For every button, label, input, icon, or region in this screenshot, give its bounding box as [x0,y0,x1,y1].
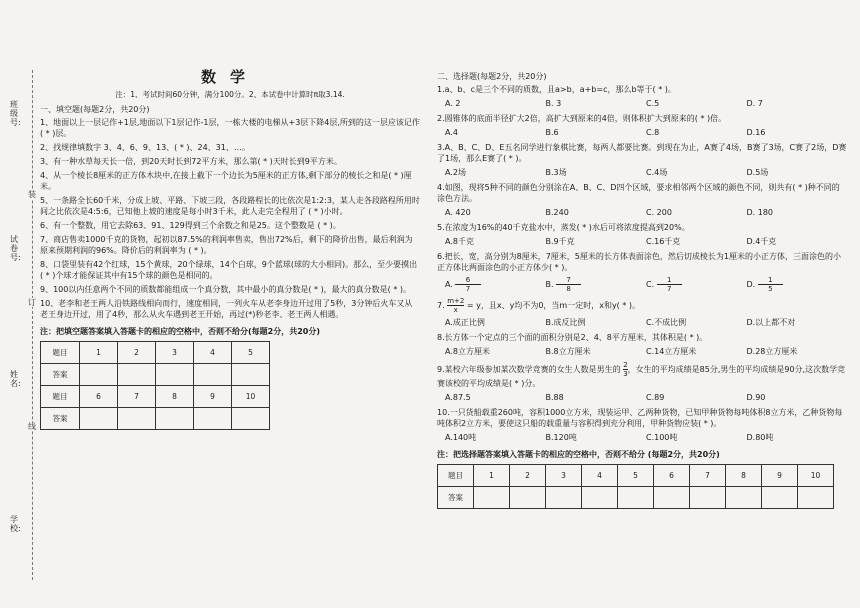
question-number-cell: 1 [80,342,118,364]
answer-cell[interactable] [232,408,270,430]
answer-cell[interactable] [118,364,156,386]
question-number-cell: 2 [510,465,546,487]
question-7: 7、商店售卖1000千克的货物，起初以87.5%的利润率售卖，售出72%后，剩下的降价出售，最后利润为原来预期利润的96%。降价后的利润率为 ( * )。 [40,235,413,255]
option: B.240 [545,208,569,217]
option: A.成正比例 [445,318,485,327]
fraction [657,276,682,293]
option [646,276,747,293]
margin-school-label: 学校: [10,515,21,533]
answer-label-cell: 答案 [41,408,80,430]
choice-question-10: 10.一只货船载重260吨，容积1000立方米，现装运甲、乙两种货物，已知甲种货物每吨体积8立方米，乙种货物每吨体积2立方米，要使这只船的载重量与容积得到充分利用，甲种货物应装( * )。 [437,408,843,428]
section-fill-blank: 一、填空题(每题2分，共20分) [40,105,150,114]
option: D. 7 [746,99,763,108]
answer-cell[interactable] [118,408,156,430]
option: B.120吨 [545,433,577,442]
option: D.80吨 [746,433,774,442]
exam-note: 注：1、考试时间60分钟，满分100分。2、本试卷中计算时π取3.14. [115,90,345,99]
question-number-cell: 10 [232,386,270,408]
answer-cell[interactable] [156,364,194,386]
answer-cell[interactable] [194,364,232,386]
answer-cell[interactable] [80,364,118,386]
choice-options [445,167,847,178]
question-number-cell: 8 [156,386,194,408]
question-text: = y，且x、y均不为0，当m一定时，x和y( * )。 [466,301,641,310]
question-number-cell: 6 [654,465,690,487]
binding-margin [6,70,36,590]
answer-cell[interactable] [798,487,834,509]
question-5: 5、一条路全长60千米，分成上坡、平路、下坡三段，各段路程长的比依次是1:2:3，某人走各段路程所用时间之比依次是4:5:6，已知他上坡的速度是每小时3千米，此人走完全程用了 ( * )小时。 [40,196,420,216]
fraction [447,297,464,314]
answer-cell[interactable] [546,487,582,509]
right-column [437,68,847,509]
header-cell: 题目 [41,342,80,364]
option-letter: B. [545,280,554,289]
choice-question-5: 5.在浓度为16%的40千克盐水中，蒸发( * )水后可将浓度提高到20%。 [437,223,690,232]
question-number-cell: 7 [690,465,726,487]
choice-answer-table [437,464,834,509]
question-10: 10、老李和老王两人沿铁路线相向而行，速度相同，一列火车从老李身边开过用了5秒，3分钟后火车又从老王身边开过，用了4秒，那么从火车遇到老王开始，再过(*)秒老李、老王两人相遇。 [40,299,413,319]
option: B.3场 [545,168,567,177]
choice-options [445,207,847,218]
option: D.28立方厘米 [746,347,798,356]
denominator: 3 [623,370,628,378]
option: A.140吨 [445,433,477,442]
option: C.8 [646,128,660,137]
question-number: 7. [437,301,445,310]
question-number-cell: 3 [156,342,194,364]
choice-options [445,392,847,403]
option: A.2场 [445,168,466,177]
choice-options [445,317,847,328]
numerator: 2 [623,361,628,369]
choice-options [445,236,847,247]
fill-blank-instruction: 注：把填空题答案填入答题卡的相应的空格中，否则不给分(每题2分，共20分) [40,327,321,336]
answer-label-cell: 答案 [438,487,474,509]
choice-question-8: 8.长方体一个定点的三个面的面积分别是2、4、8平方厘米，其体积是( * )。 [437,333,708,342]
option-letter: D. [746,280,756,289]
option: D.5场 [746,168,769,177]
seal-word-xian: 线 [28,422,36,431]
question-2: 2、找规律填数字 3、4、6、9、13、( * )、24、31、…。 [40,143,250,152]
option: B.88 [545,393,564,402]
choice-options [445,432,847,443]
choice-options [445,98,847,109]
section-multiple-choice: 二、选择题(每题2分，共20分) [437,72,547,81]
option: C.不成比例 [646,318,687,327]
option-letter: A. [445,280,453,289]
question-9: 9、100以内任意两个不同的质数都能组成一个真分数，其中最小的真分数是( * )，最大的真分数是( * )。 [40,285,412,294]
question-text: 9.某校六年级参加某次数学竞赛的女生人数是男生的 [437,365,621,374]
question-number-cell: 7 [118,386,156,408]
answer-cell[interactable] [194,408,232,430]
numerator: m+2 [447,297,465,305]
option: D.16 [746,128,766,137]
answer-cell[interactable] [156,408,194,430]
option: C.5 [646,99,660,108]
binding-dashed-line [32,70,33,580]
table-row [438,487,834,509]
table-row [41,342,270,364]
denominator: x [453,306,458,314]
margin-name-label: 姓名: [10,370,21,388]
answer-cell[interactable] [80,408,118,430]
choice-options [445,346,847,357]
choice-instruction: 注：把选择题答案填入答题卡的相应的空格中，否则不给分 (每题2分，共20分) [437,450,720,459]
question-number-cell: 9 [762,465,798,487]
question-number-cell: 5 [232,342,270,364]
option: A. 420 [445,208,471,217]
question-number-cell: 5 [618,465,654,487]
question-number-cell: 4 [194,342,232,364]
option: A.8立方厘米 [445,347,490,356]
answer-cell[interactable] [762,487,798,509]
choice-options [445,276,847,293]
fraction [758,276,783,293]
answer-cell[interactable] [690,487,726,509]
question-number-cell: 6 [80,386,118,408]
fraction [455,276,480,293]
option: B.6 [545,128,559,137]
option [747,276,848,293]
seal-word-zhuang: 装 [28,190,36,199]
option: A.87.5 [445,393,471,402]
margin-class-label: 班级号: [10,100,21,127]
answer-cell[interactable] [510,487,546,509]
fill-blank-answer-table [40,341,270,430]
header-cell: 题目 [41,386,80,408]
question-number-cell: 9 [194,386,232,408]
denominator: 7 [667,285,672,293]
question-number-cell: 10 [798,465,834,487]
option: C.16千克 [646,237,681,246]
answer-cell[interactable] [474,487,510,509]
answer-cell[interactable] [582,487,618,509]
option: B. 3 [545,99,562,108]
answer-cell[interactable] [232,364,270,386]
option: D.90 [746,393,766,402]
header-cell: 题目 [438,465,474,487]
numerator: 6 [455,276,480,285]
option: C.89 [646,393,665,402]
option: C.14立方厘米 [646,347,697,356]
left-column [40,68,420,430]
margin-exam-no-label: 试卷号: [10,235,21,262]
choice-question-1: 1.a、b、c是三个不同的质数，且a>b，a+b=c，那么b等于( * )。 [437,85,676,94]
question-number-cell: 8 [726,465,762,487]
choice-question-3: 3.A、B、C、D、E五名同学进行象棋比赛，每两人都要比赛。到现在为止，A赛了4场，B赛了3场，C赛了2场，D赛了1场，那么E赛了( * )。 [437,143,847,163]
table-row [41,386,270,408]
answer-cell[interactable] [618,487,654,509]
table-row [438,465,834,487]
option: C.4场 [646,168,668,177]
option: B.成反比例 [545,318,586,327]
option: D.4千克 [746,237,777,246]
question-number-cell: 3 [546,465,582,487]
table-row [41,408,270,430]
option: B.9千克 [545,237,575,246]
choice-question-9 [437,361,847,389]
choice-question-4: 4.如图，现将5种不同的颜色分别涂在A、B、C、D四个区域，要求相邻两个区域的颜色不同，则共有( * )种不同的涂色方法。 [437,183,840,203]
option: B.8立方厘米 [545,347,591,356]
choice-question-2: 2.圆锥体的底面半径扩大2倍，高扩大到原来的4倍，则体积扩大到原来的( * )倍。 [437,114,727,123]
question-1: 1、地面以上一层记作+1层,地面以下1层记作-1层，一栋大楼的电梯从+3层下降4层,所到的这一层应该记作( * )层。 [40,118,420,138]
numerator: 1 [657,276,682,285]
denominator: 8 [566,285,571,293]
fraction [556,276,581,293]
question-6: 6、有一个整数，用它去除63、91、129得到三个余数之和是25。这个整数是 ( * )。 [40,221,341,230]
question-3: 3、有一种水草每天长一倍，到20天时长到72平方米，那么第( * )天时长到9平方米。 [40,157,342,166]
option: D. 180 [746,208,774,217]
option: C. 200 [646,208,672,217]
table-row [41,364,270,386]
page-title: 数学 [200,68,259,86]
numerator: 7 [556,276,581,285]
option: A.4 [445,128,458,137]
choice-question-7 [437,297,847,314]
question-text: ，女生的平均成绩是85分,男生的平均成绩是90分,这次数学竞赛该校的平均成绩是( * )分。 [437,365,846,388]
question-number-cell: 1 [474,465,510,487]
answer-label-cell: 答案 [41,364,80,386]
option [546,276,647,293]
option: C.100吨 [646,433,678,442]
seal-word-ding: 订 [28,298,36,307]
numerator: 1 [758,276,783,285]
answer-cell[interactable] [654,487,690,509]
answer-cell[interactable] [726,487,762,509]
question-4: 4、从一个棱长8厘米的正方体木块中,在接上截下一个边长为5厘米的正方体,剩下部分的棱长之和是( * )厘米。 [40,171,412,191]
option: A. 2 [445,99,461,108]
option: D.以上都不对 [746,318,796,327]
option: A.8千克 [445,237,474,246]
option [445,276,546,293]
question-number-cell: 2 [118,342,156,364]
choice-options [445,127,847,138]
choice-question-6: 6.把长，宽，高分别为8厘米，7厘米，5厘米的长方体表面涂色，然后切成棱长为1厘米的小正方体，三面涂色的小正方体比两面涂色的小正方体少( * )。 [437,252,841,272]
denominator: 5 [768,285,773,293]
option-letter: C. [646,280,655,289]
denominator: 7 [465,285,471,293]
question-number-cell: 4 [582,465,618,487]
question-8: 8、口袋里装有42个红球，15个黄球，20个绿球，14个白球，9个蓝球(球的大小相同)。那么，至少要摸出( * )个球才能保证其中有15个球的颜色是相同的。 [40,260,418,280]
